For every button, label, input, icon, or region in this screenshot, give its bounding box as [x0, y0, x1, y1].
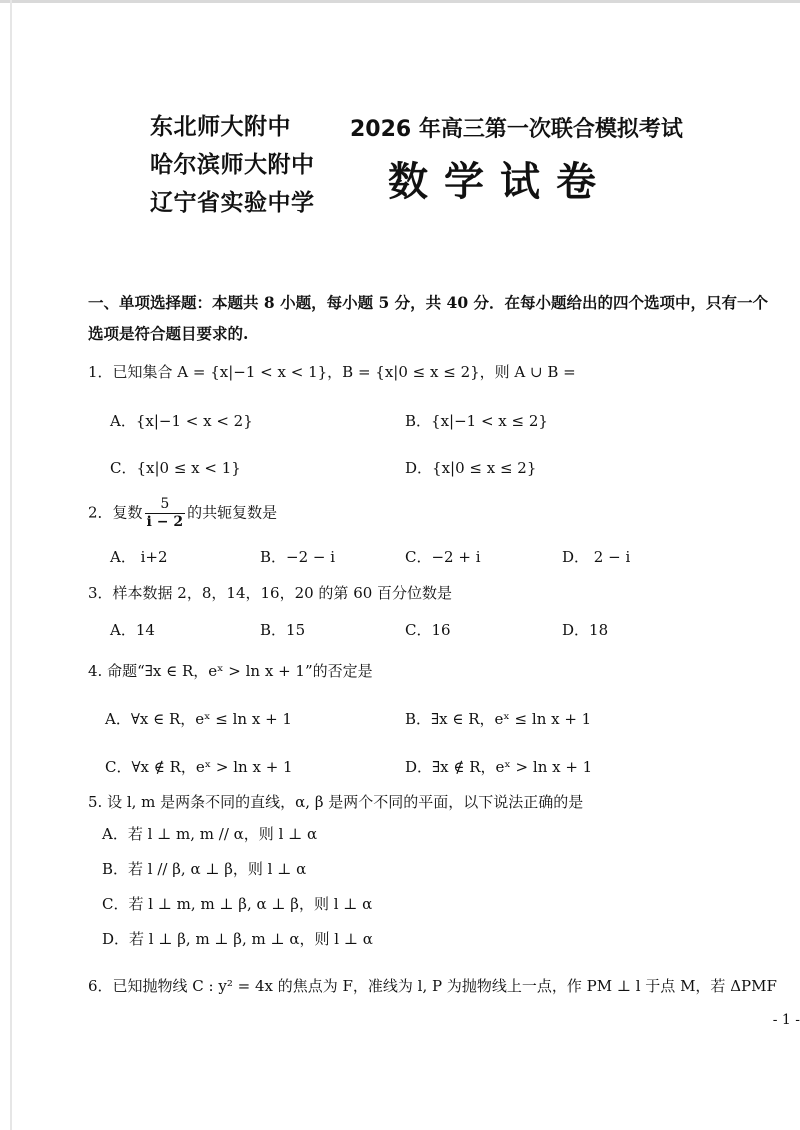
question-3-option-b: B．15 [260, 621, 306, 639]
question-4-option-d: D．∃x ∉ R，eˣ > ln x + 1 [405, 758, 593, 776]
question-1-option-b: B．{x|−1 < x ≤ 2} [405, 412, 548, 430]
page-number: - 1 - [772, 1012, 800, 1028]
question-2-option-b: B．−2 − i [260, 548, 336, 566]
question-5-option-a: A．若 l ⊥ m, m // α，则 l ⊥ α [102, 825, 318, 843]
question-1-option-c: C．{x|0 ≤ x < 1} [110, 459, 241, 477]
page-top-border [0, 0, 800, 3]
question-5-option-c: C．若 l ⊥ m, m ⊥ β, α ⊥ β，则 l ⊥ α [102, 895, 373, 913]
fraction-denominator: i − 2 [146, 514, 184, 530]
section-heading-line2: 选项是符合题目要求的. [88, 324, 249, 343]
page-left-border [10, 0, 12, 1130]
section-heading-line1: 一、单项选择题：本题共 8 小题，每小题 5 分，共 40 分．在每小题给出的四个选项中，只有一个 [88, 293, 769, 312]
question-2-option-c: C．−2 + i [405, 548, 481, 566]
question-4-option-a: A．∀x ∈ R，eˣ ≤ ln x + 1 [105, 710, 292, 728]
question-2-prefix: 2．复数 [88, 503, 143, 522]
fraction-numerator: 5 [145, 496, 186, 514]
school-name-2: 哈尔滨师大附中 [150, 152, 315, 178]
school-name-1: 东北师大附中 [150, 114, 291, 140]
question-5-option-b: B．若 l // β, α ⊥ β，则 l ⊥ α [102, 860, 307, 878]
question-2-option-d: D． 2 − i [562, 548, 631, 566]
question-2-fraction [145, 496, 186, 531]
question-2-option-a: A． i+2 [110, 548, 168, 566]
question-3-option-a: A．14 [110, 621, 155, 639]
question-2-suffix: 的共轭复数是 [187, 503, 278, 522]
exam-title: 2026 年高三第一次联合模拟考试 [350, 117, 683, 142]
question-2-stem [88, 496, 277, 531]
question-4-option-c: C．∀x ∉ R，eˣ > ln x + 1 [105, 758, 293, 776]
question-4-option-b: B．∃x ∈ R，eˣ ≤ ln x + 1 [405, 710, 592, 728]
question-4-stem: 4. 命题“∃x ∈ R，eˣ > ln x + 1”的否定是 [88, 662, 373, 680]
question-1-option-a: A．{x|−1 < x < 2} [110, 412, 253, 430]
question-5-option-d: D．若 l ⊥ β, m ⊥ β, m ⊥ α，则 l ⊥ α [102, 930, 373, 948]
question-1-option-d: D．{x|0 ≤ x ≤ 2} [405, 459, 537, 477]
question-3-option-c: C．16 [405, 621, 451, 639]
question-5-stem: 5. 设 l, m 是两条不同的直线，α, β 是两个不同的平面，以下说法正确的是 [88, 793, 584, 811]
question-3-option-d: D．18 [562, 621, 609, 639]
school-name-3: 辽宁省实验中学 [150, 190, 315, 216]
question-6-stem: 6．已知抛物线 C : y² = 4x 的焦点为 F，准线为 l, P 为抛物线上一点，作 PM ⊥ l 于点 M，若 ΔPMF [88, 977, 777, 995]
question-1-stem: 1．已知集合 A = {x|−1 < x < 1}，B = {x|0 ≤ x ≤ 2}，则 A ∪ B = [88, 363, 576, 381]
subject-title: 数学试卷 [388, 159, 612, 205]
question-3-stem: 3．样本数据 2，8，14，16，20 的第 60 百分位数是 [88, 584, 453, 602]
